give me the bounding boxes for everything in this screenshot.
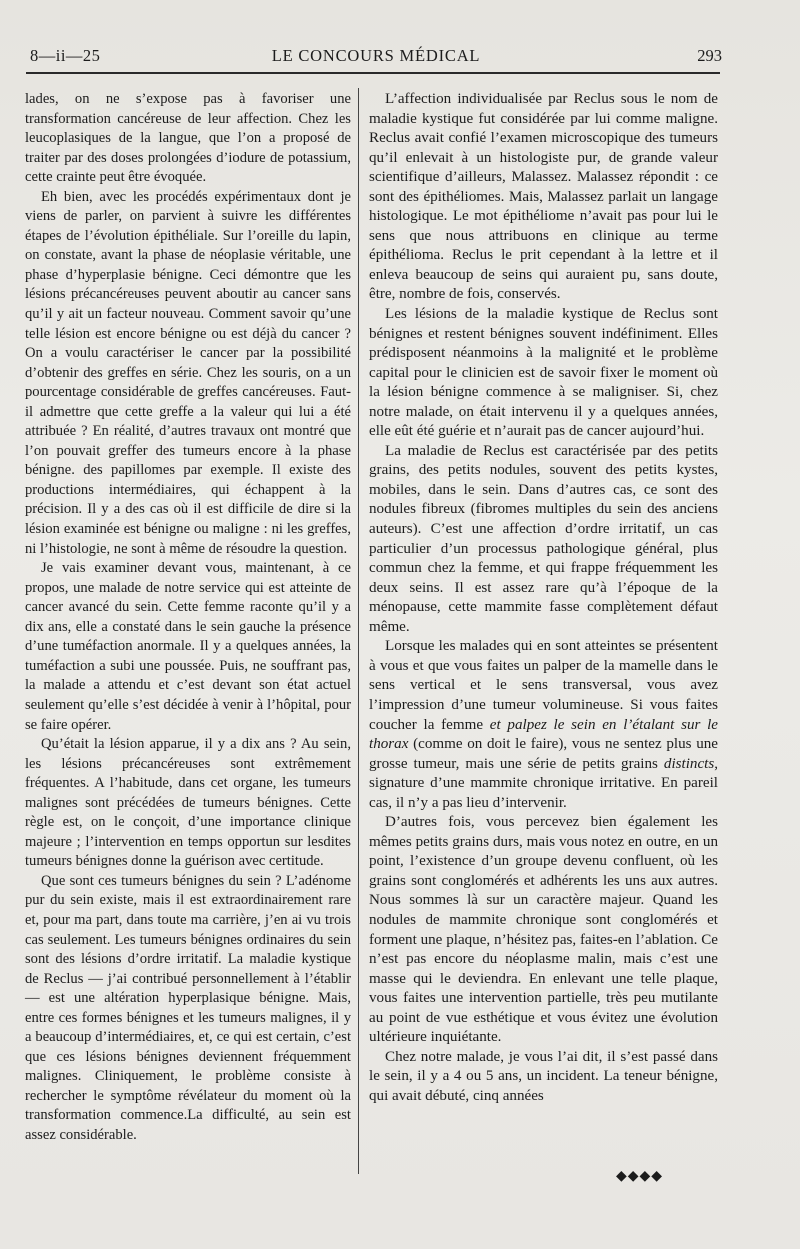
paragraph: Chez notre malade, je vous l’ai dit, il s’est passé dans le sein, il y a 4 ou 5 ans, un incident. La teneur bénigne, qui avait débuté, cinq années bbox=[369, 1048, 718, 1104]
text-run: , signature d’une mammite chronique irritative. En pareil cas, il n’y a pas lieu d’intervenir. bbox=[369, 755, 718, 811]
right-column bbox=[369, 90, 718, 1106]
paragraph: Je vais examiner devant vous, maintenant, à ce propos, une malade de notre service qui est atteinte de cancer avancé du sein. Cette femme raconte qu’il y a dix ans, elle a constaté dans le sein gauche la présence d’une tuméfaction anormale. Il y a quelques années, la tuméfaction a subi une poussée. Puis, ne souffrant pas, la malade a attendu et c’est devant son état actuel seulement qu’elle s’est décidée à venir à l’hôpital, pour se faire opérer. bbox=[25, 560, 351, 733]
paragraph: Qu’était la lésion apparue, il y a dix ans ? Au sein, les lésions précancéreuses sont extrêmement fréquentes. A l’habitude, dans cet organe, les tumeurs malignes sont précédées de tumeurs bénignes. Cette règle est, on le conçoit, d’une importance clinique majeure ; l’intervention en temps opportun sur lesdites tumeurs bénignes donne la guérison avec certitude. bbox=[25, 736, 351, 870]
paragraph: Les lésions de la maladie kystique de Reclus sont bénignes et restent bénignes souvent indéfiniment. Elles prédisposent néanmoins à la malignité et le problème capital pour le clinicien est de savoir fixer le moment où la lésion bénigne commence à se maligniser. Si, chez notre malade, on était intervenu il y a quelques années, elle eût été guérie et n’aurait pas de cancer aujourd’hui. bbox=[369, 306, 718, 440]
paragraph: L’affection individualisée par Reclus sous le nom de maladie kystique fut considérée par lui comme maligne. Reclus avait confié l’examen microscopique des tumeurs qu’il enlevait à un histologiste pur, de grande valeur scientifique d’ailleurs, Malassez. Malassez répondit : ce sont des épithéliomes. Mais, Malassez parlait un langage histologique. Le mot épithéliome n’avait pas pour lui le sens que nous attribuons en clinique au terme épithélioma. Reclus le prit cependant à la lettre et il enleva beaucoup de seins qui auraient pu, sans doute, être, nombre de fois, conservés. bbox=[369, 91, 718, 303]
column-divider bbox=[358, 88, 359, 1174]
italic-run: et palpez le sein en l’étalant sur le thorax bbox=[369, 716, 719, 753]
page-number: 293 bbox=[697, 46, 722, 65]
paragraph: Que sont ces tumeurs bénignes du sein ? L’adénome pur du sein existe, mais il est extraordinairement rare et, pour ma part, dans toute ma carrière, j’en ai vu trois cas seulement. Les tumeurs bénignes ordinaires du sein sont des lésions d’ordre irritatif. La maladie kystique de Reclus — j’ai contribué personnellement à l’établir — est une altération hyperplasique bénigne. Mais, entre ces formes bénignes et les tumeurs malignes, il y a beaucoup d’intermédiaires, et, ce qui est certain, c’est que ces lésions bénignes deviennent fréquemment malignes. Cliniquement, le problème consiste à rechercher le symptôme révélateur du moment où la transformation commence.La difficulté, au sein est assez considérable. bbox=[25, 872, 351, 1143]
header-rule bbox=[26, 72, 720, 74]
text-run: Lorsque les malades qui en sont atteintes se présentent à vous et que vous faites un palper de la mamelle dans le sens vertical et le sens transversal, vous avez l’impression d’une tumeur volumineuse. Si vous faites coucher la femme bbox=[369, 638, 718, 733]
paragraph: D’autres fois, vous percevez bien également les mêmes petits grains durs, mais vous notez en outre, en un point, l’existence d’un groupe devenu confluent, où les grains sont conglomérés et adhérents les uns aux autres. Nous sommes là sur un caractère majeur. Quand les nodules de mammite chronique sont conglomérés et forment une plaque, n’hésitez pas, faites-en l’ablation. Ce n’est pas encore du néoplasme malin, mais c’est une masse qui le deviendra. En enlevant une telle plaque, vous faites une intervention partielle, très peu mutilante au point de vue esthétique et vous évitez une évolution ultérieure inquiétante. bbox=[369, 814, 718, 1046]
left-column bbox=[25, 90, 351, 1146]
paragraph: Eh bien, avec les procédés expérimentaux dont je viens de parler, on parvient à suivre les différentes étapes de l’évolution épithéliale. Sur l’oreille du lapin, on constate, avant la phase de néoplasie véritable, une phase d’hyperplasie bénigne. Ceci démontre que les lésions précancéreuses peuvent aboutir au cancer sans qu’il y ait un facteur nouveau. Comment savoir qu’une telle lésion est encore bénigne ou est déjà du cancer ? On a voulu caractériser le cancer par la possibilité d’obtenir des greffes en série. Chez les souris, on a un pourcentage considérable de greffes cancéreuses. Faut-il admettre que cette greffe a la valeur qui lui a été attribuée ? En réalité, d’autres travaux ont montré que l’on pouvait greffer des tumeurs encore à la phase bénigne. des papillomes par exemple. Il existe des productions intermédiaires, qui échappent à la précision. Il y a des cas où il est difficile de dire si la lésion examinée est bénigne ou maligne : ni les greffes, ni l’histologie, ne sont à même de résoudre la question. bbox=[25, 188, 351, 557]
issue-date: 8—ii—25 bbox=[30, 46, 101, 65]
paragraph bbox=[369, 637, 718, 813]
text-run: (comme on doit le faire), vous ne sentez plus une grosse tumeur, mais une série de petits grains bbox=[369, 736, 718, 772]
diamond-ornament-icon: ◆◆◆◆ bbox=[616, 1169, 664, 1184]
journal-title: LE CONCOURS MÉDICAL bbox=[271, 46, 481, 65]
paragraph: La maladie de Reclus est caractérisée par des petits grains, des petits nodules, souvent des petits kystes, mobiles, dans le sein. Dans d’autres cas, ce sont des nodules fibreux (fibromes multiples du sein des anciens auteurs). C’est une affection d’ordre irritatif, un cas particulier d’un processus pathologique général, plus commun chez la femme, et qui frappe fréquemment les deux seins. Il est assez rare qu’à l’époque de la ménopause, cette mammite fasse complètement défaut même. bbox=[369, 442, 718, 635]
italic-run: distincts bbox=[663, 755, 715, 772]
paragraph: lades, on ne s’expose pas à favoriser une transformation cancéreuse de leur affection. Chez les leucoplasiques de la langue, que l’on a proposé de traiter par des doses prolongées d’iodure de potassium, cette crainte peut être évoquée. bbox=[25, 91, 351, 186]
page-header bbox=[30, 46, 722, 70]
